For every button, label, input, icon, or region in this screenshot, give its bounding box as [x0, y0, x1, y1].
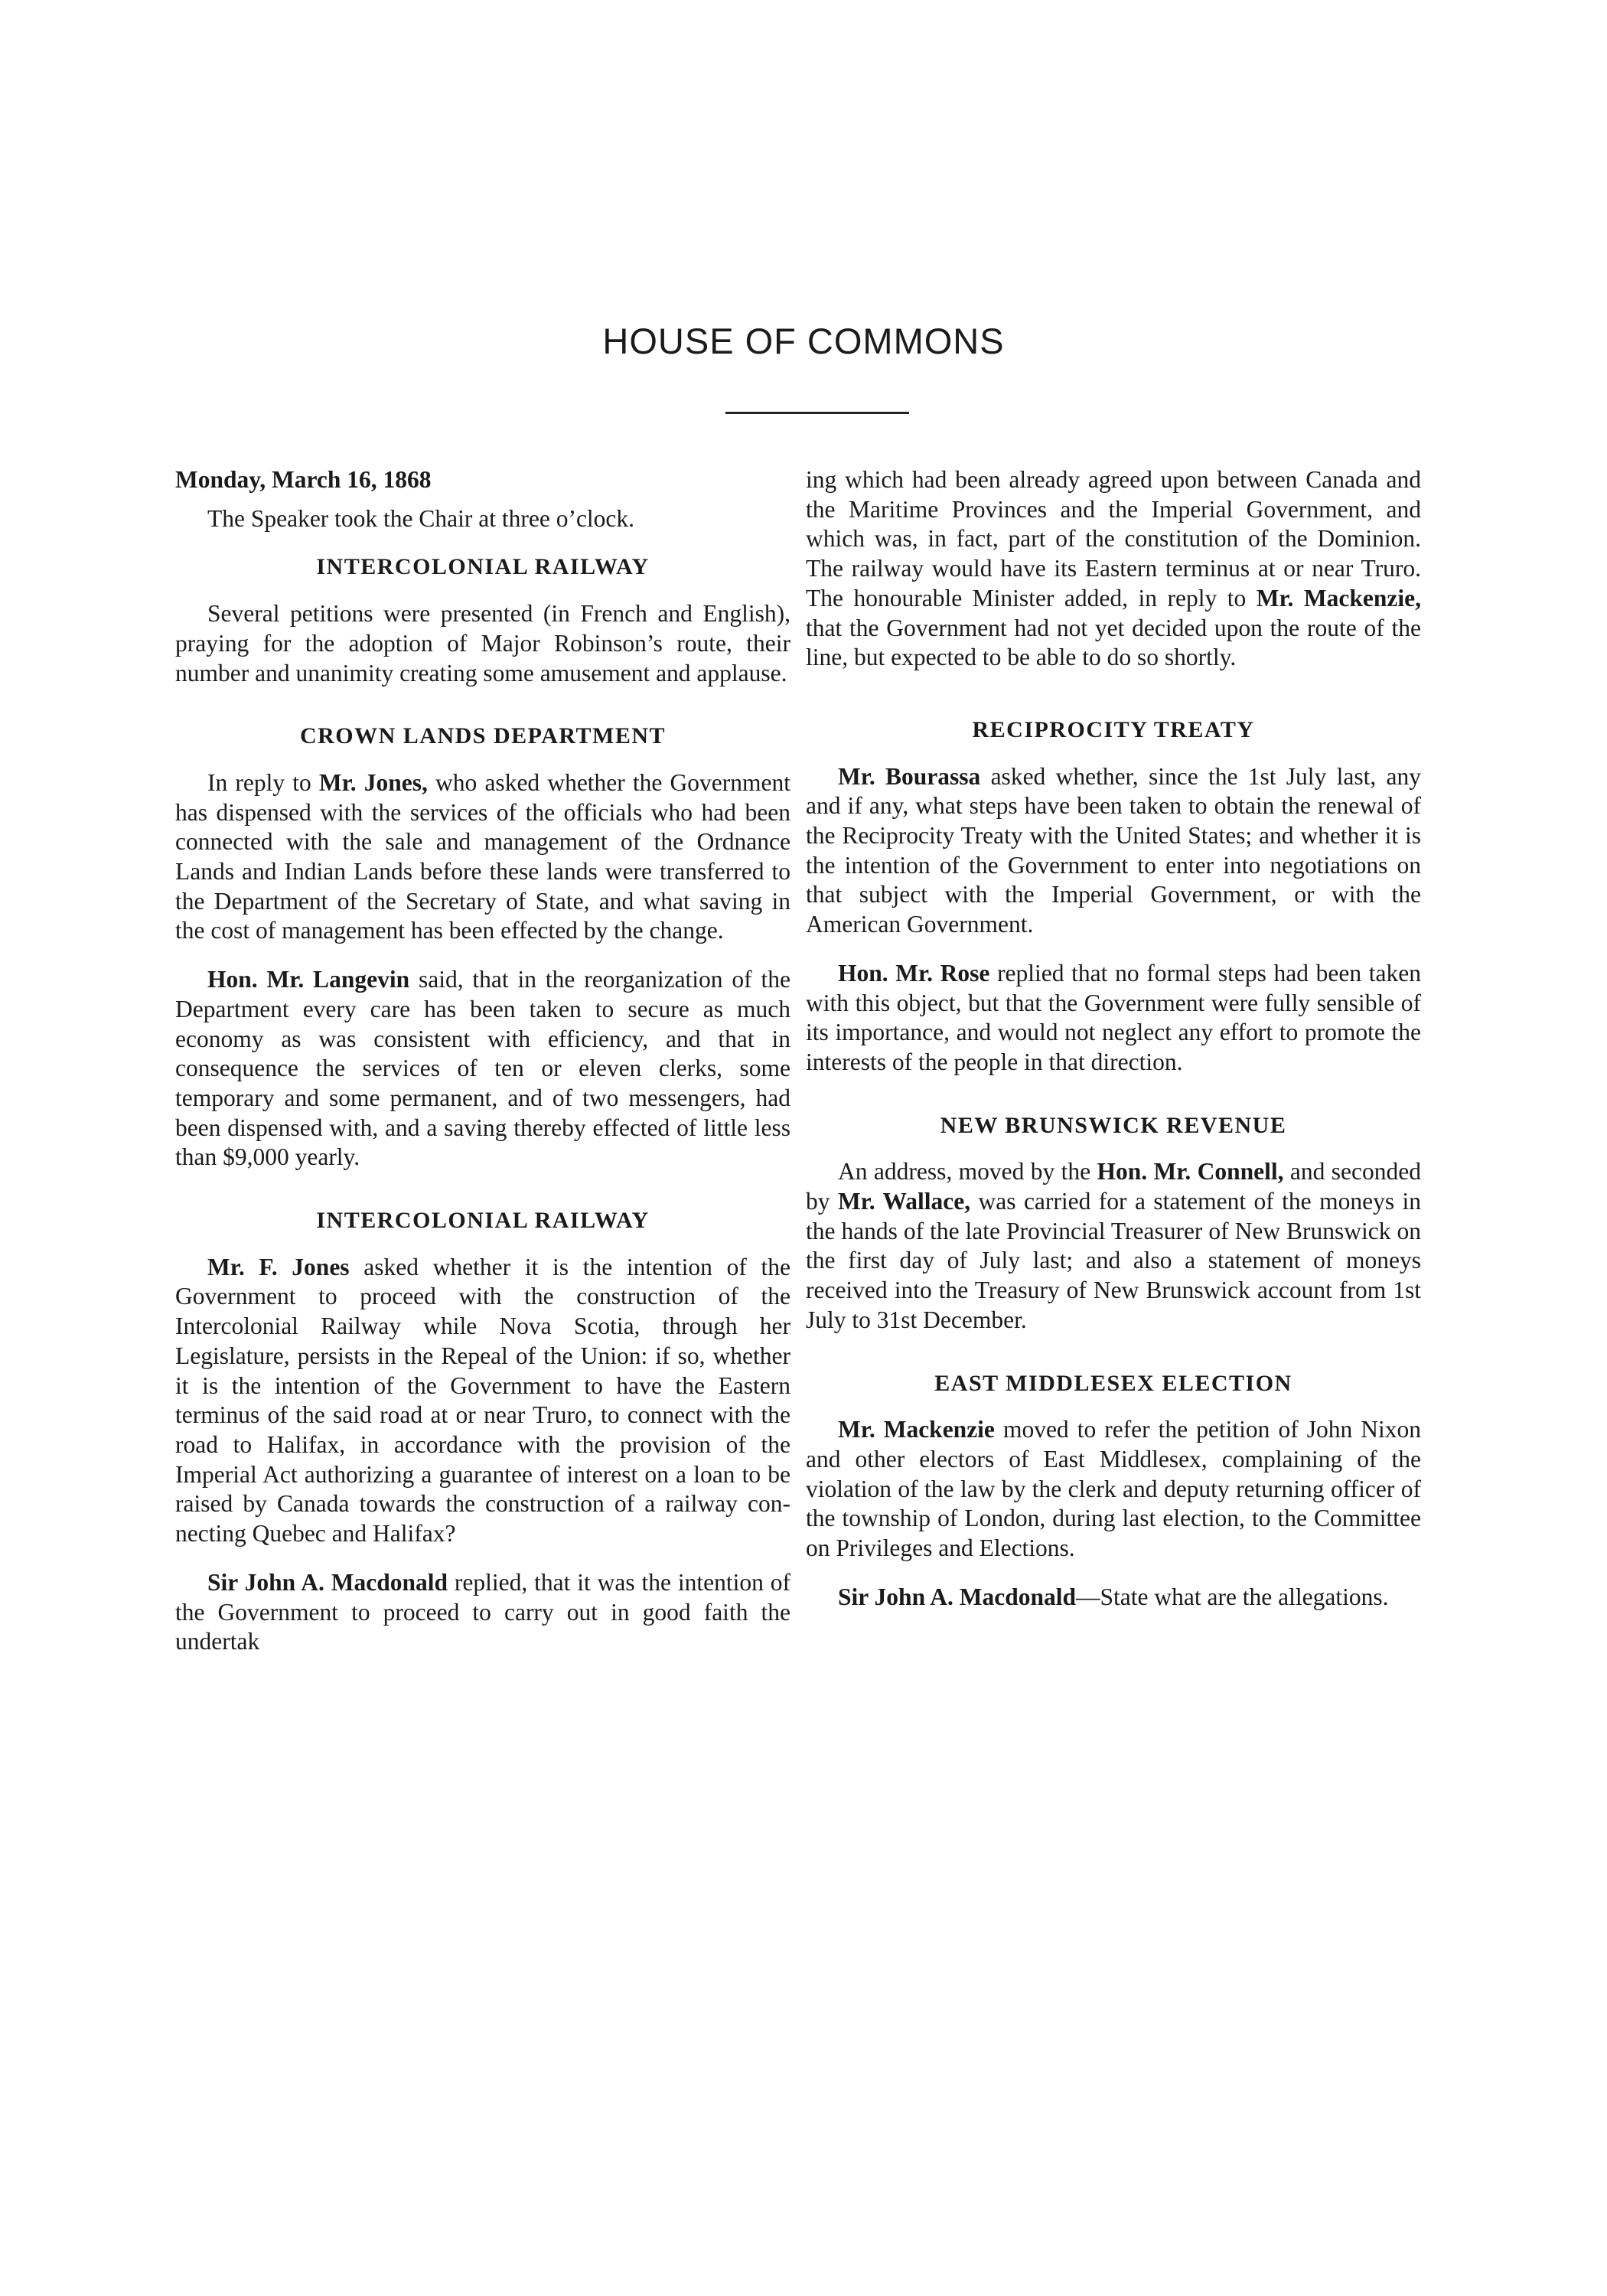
- crown-lands-reply: [175, 965, 790, 1172]
- heading-intercolonial-railway-2: INTERCOLONIAL RAILWAY: [316, 1208, 650, 1234]
- text-run: ing which had been already agreed upon between Canada and the Maritime Provinces and the Imperial Government, and which was, in fact, part of the constitution of the Dominion. The railway would have its Eastern terminus at or near Truro. The honourable Minister added, in reply to: [806, 466, 1421, 612]
- east-middlesex-reply: [806, 1583, 1421, 1613]
- page-title: HOUSE OF COMMONS: [602, 321, 1005, 361]
- text-run: asked whether, since the 1st July last, any and if any, what steps have been taken to obtain the renewal of the Reciprocity Treaty with the United States; and whether it is the intention of the Government to enter into negotiations on that subject with the Imperial Government, or with the American Government.: [806, 762, 1421, 938]
- heading-reciprocity-treaty: RECIPROCITY TREATY: [972, 716, 1255, 742]
- speaker-name: Hon. Mr. Rose: [838, 959, 990, 987]
- speaker-name: Mr. Jones,: [318, 768, 428, 796]
- text-run: replied, that it was the intention of the Government to proceed to carry out in good faith the undertak: [175, 1568, 790, 1655]
- intercolonial-question: [175, 1253, 790, 1549]
- text-run: was carried for a statement of the moneys in the hands of the late Provincial Treasurer of New Brunswick on the first day of July last; and also a statement of moneys received into the Treasury of New Brunswick account from 1st July to 31st December.: [806, 1188, 1422, 1333]
- text-run: —State what are the allegations.: [1076, 1583, 1389, 1610]
- speaker-name: Mr. Mackenzie,: [1256, 584, 1421, 612]
- text-run: that the Government had not yet decided upon the route of the line, but expected to be able to do so shortly.: [806, 614, 1421, 671]
- text-run: asked whether it is the intention of the Government to proceed with the construction of the Intercolonial Railway while Nova Scotia, through her Legislature, persists in the Repeal of the Union: if so, whether it is the intention of the Government to have the Eastern terminus of the said road at or near Truro, to connect with the road to Halifax, in accordance with the provision of the Imperial Act authorizing a guarantee of interest on a loan to be raised by Canada towards the construction of a railway connecting Quebec and Halifax?: [175, 1253, 790, 1548]
- speaker-name: Mr. Wallace,: [837, 1188, 971, 1215]
- new-brunswick-address: [806, 1157, 1421, 1335]
- petitions-paragraph: Several petitions were presented (in French and English), praying for the adoption of Major Robinson’s route, their number and unanimity creating some amusement and applause.: [175, 600, 790, 687]
- title-rule: [725, 412, 909, 414]
- text-run: moved to refer the petition of John Nixon and other electors of East Middlesex, complaining of the violation of the law by the clerk and deputy returning officer of the township of London, during last election, to the Committee on Privileges and Elections.: [806, 1416, 1421, 1562]
- speaker-name: Hon. Mr. Langevin: [207, 966, 410, 993]
- heading-new-brunswick-revenue: NEW BRUNSWICK REVENUE: [940, 1112, 1287, 1138]
- heading-east-middlesex-election: EAST MIDDLESEX ELECTION: [934, 1370, 1292, 1396]
- intercolonial-reply: [175, 1568, 790, 1657]
- text-run: replied that no formal steps had been taken with this object, but that the Government were fully sensible of its importance, and would not neglect any effort to promote the interests of the people in that direction.: [806, 959, 1421, 1075]
- crown-lands-question: [175, 768, 790, 946]
- heading-intercolonial-railway-1: INTERCOLONIAL RAILWAY: [316, 554, 650, 580]
- speaker-name: Sir John A. Macdonald: [838, 1583, 1077, 1610]
- speaker-name: Hon. Mr. Connell,: [1097, 1158, 1284, 1186]
- left-column: [175, 465, 790, 1676]
- date-line: Monday, March 16, 1868: [175, 466, 432, 493]
- intercolonial-reply-continued: [806, 465, 1421, 673]
- heading-crown-lands-department: CROWN LANDS DEPARTMENT: [299, 723, 667, 749]
- opening-paragraph: The Speaker took the Chair at three o’clock.: [207, 504, 635, 532]
- speaker-name: Sir John A. Macdonald: [207, 1568, 448, 1596]
- right-column: [806, 465, 1421, 1632]
- speaker-name: Mr. Mackenzie: [838, 1416, 995, 1443]
- text-run: said, that in the reorganization of the Department every care has been taken to secure as much economy as was consistent with efficiency, and that in consequence the services of ten or eleven clerks, some temporary and some permanent, and of two messengers, had been dispensed with, and a saving thereby effected of little less than $9,000 yearly.: [175, 966, 790, 1171]
- text-run: An address, moved by the: [838, 1158, 1097, 1186]
- text-run: and seconded by: [806, 1158, 1421, 1215]
- text-run: In reply to: [207, 768, 319, 796]
- reciprocity-question: [806, 762, 1421, 940]
- text-run: who asked whether the Government has dispensed with the services of the officials who had been connected with the sale and management of the Ordnance Lands and Indian Lands before these lands were transferred to the Department of the Secretary of State, and what saving in the cost of management has been effected by the change.: [175, 768, 791, 944]
- reciprocity-reply: [806, 959, 1421, 1078]
- speaker-name: Mr. F. Jones: [207, 1253, 350, 1280]
- east-middlesex-motion: [806, 1415, 1421, 1564]
- speaker-name: Mr. Bourassa: [838, 762, 981, 790]
